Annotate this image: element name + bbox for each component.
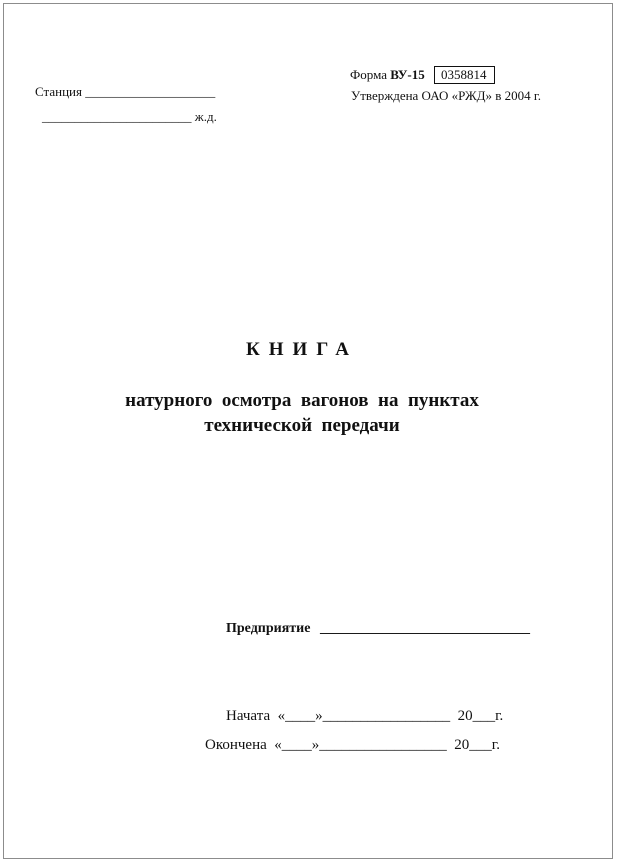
started-date-field: Начата «____»_________________ 20___г. (226, 708, 504, 724)
station-field: Станция ____________________ (35, 84, 216, 99)
form-number-box: 0358814 (434, 66, 496, 84)
enterprise-field (226, 621, 530, 637)
document-page (3, 3, 613, 859)
subtitle-line-1: натурного осмотра вагонов на пунктах (125, 390, 479, 411)
subtitle-line-2: технической передачи (204, 415, 400, 436)
finished-date-field: Окончена «____»_________________ 20___г. (205, 737, 500, 753)
book-subtitle (4, 388, 600, 438)
enterprise-blank: ______________________________ (319, 621, 530, 636)
form-code: ВУ-15 (390, 67, 425, 82)
form-label: Форма (350, 67, 387, 82)
railway-field: _______________________ ж.д. (42, 109, 217, 124)
form-designation (350, 66, 495, 84)
approval-note: Утверждена ОАО «РЖД» в 2004 г. (351, 88, 541, 103)
enterprise-label: Предприятие (226, 621, 311, 636)
book-title: КНИГА (245, 339, 359, 360)
